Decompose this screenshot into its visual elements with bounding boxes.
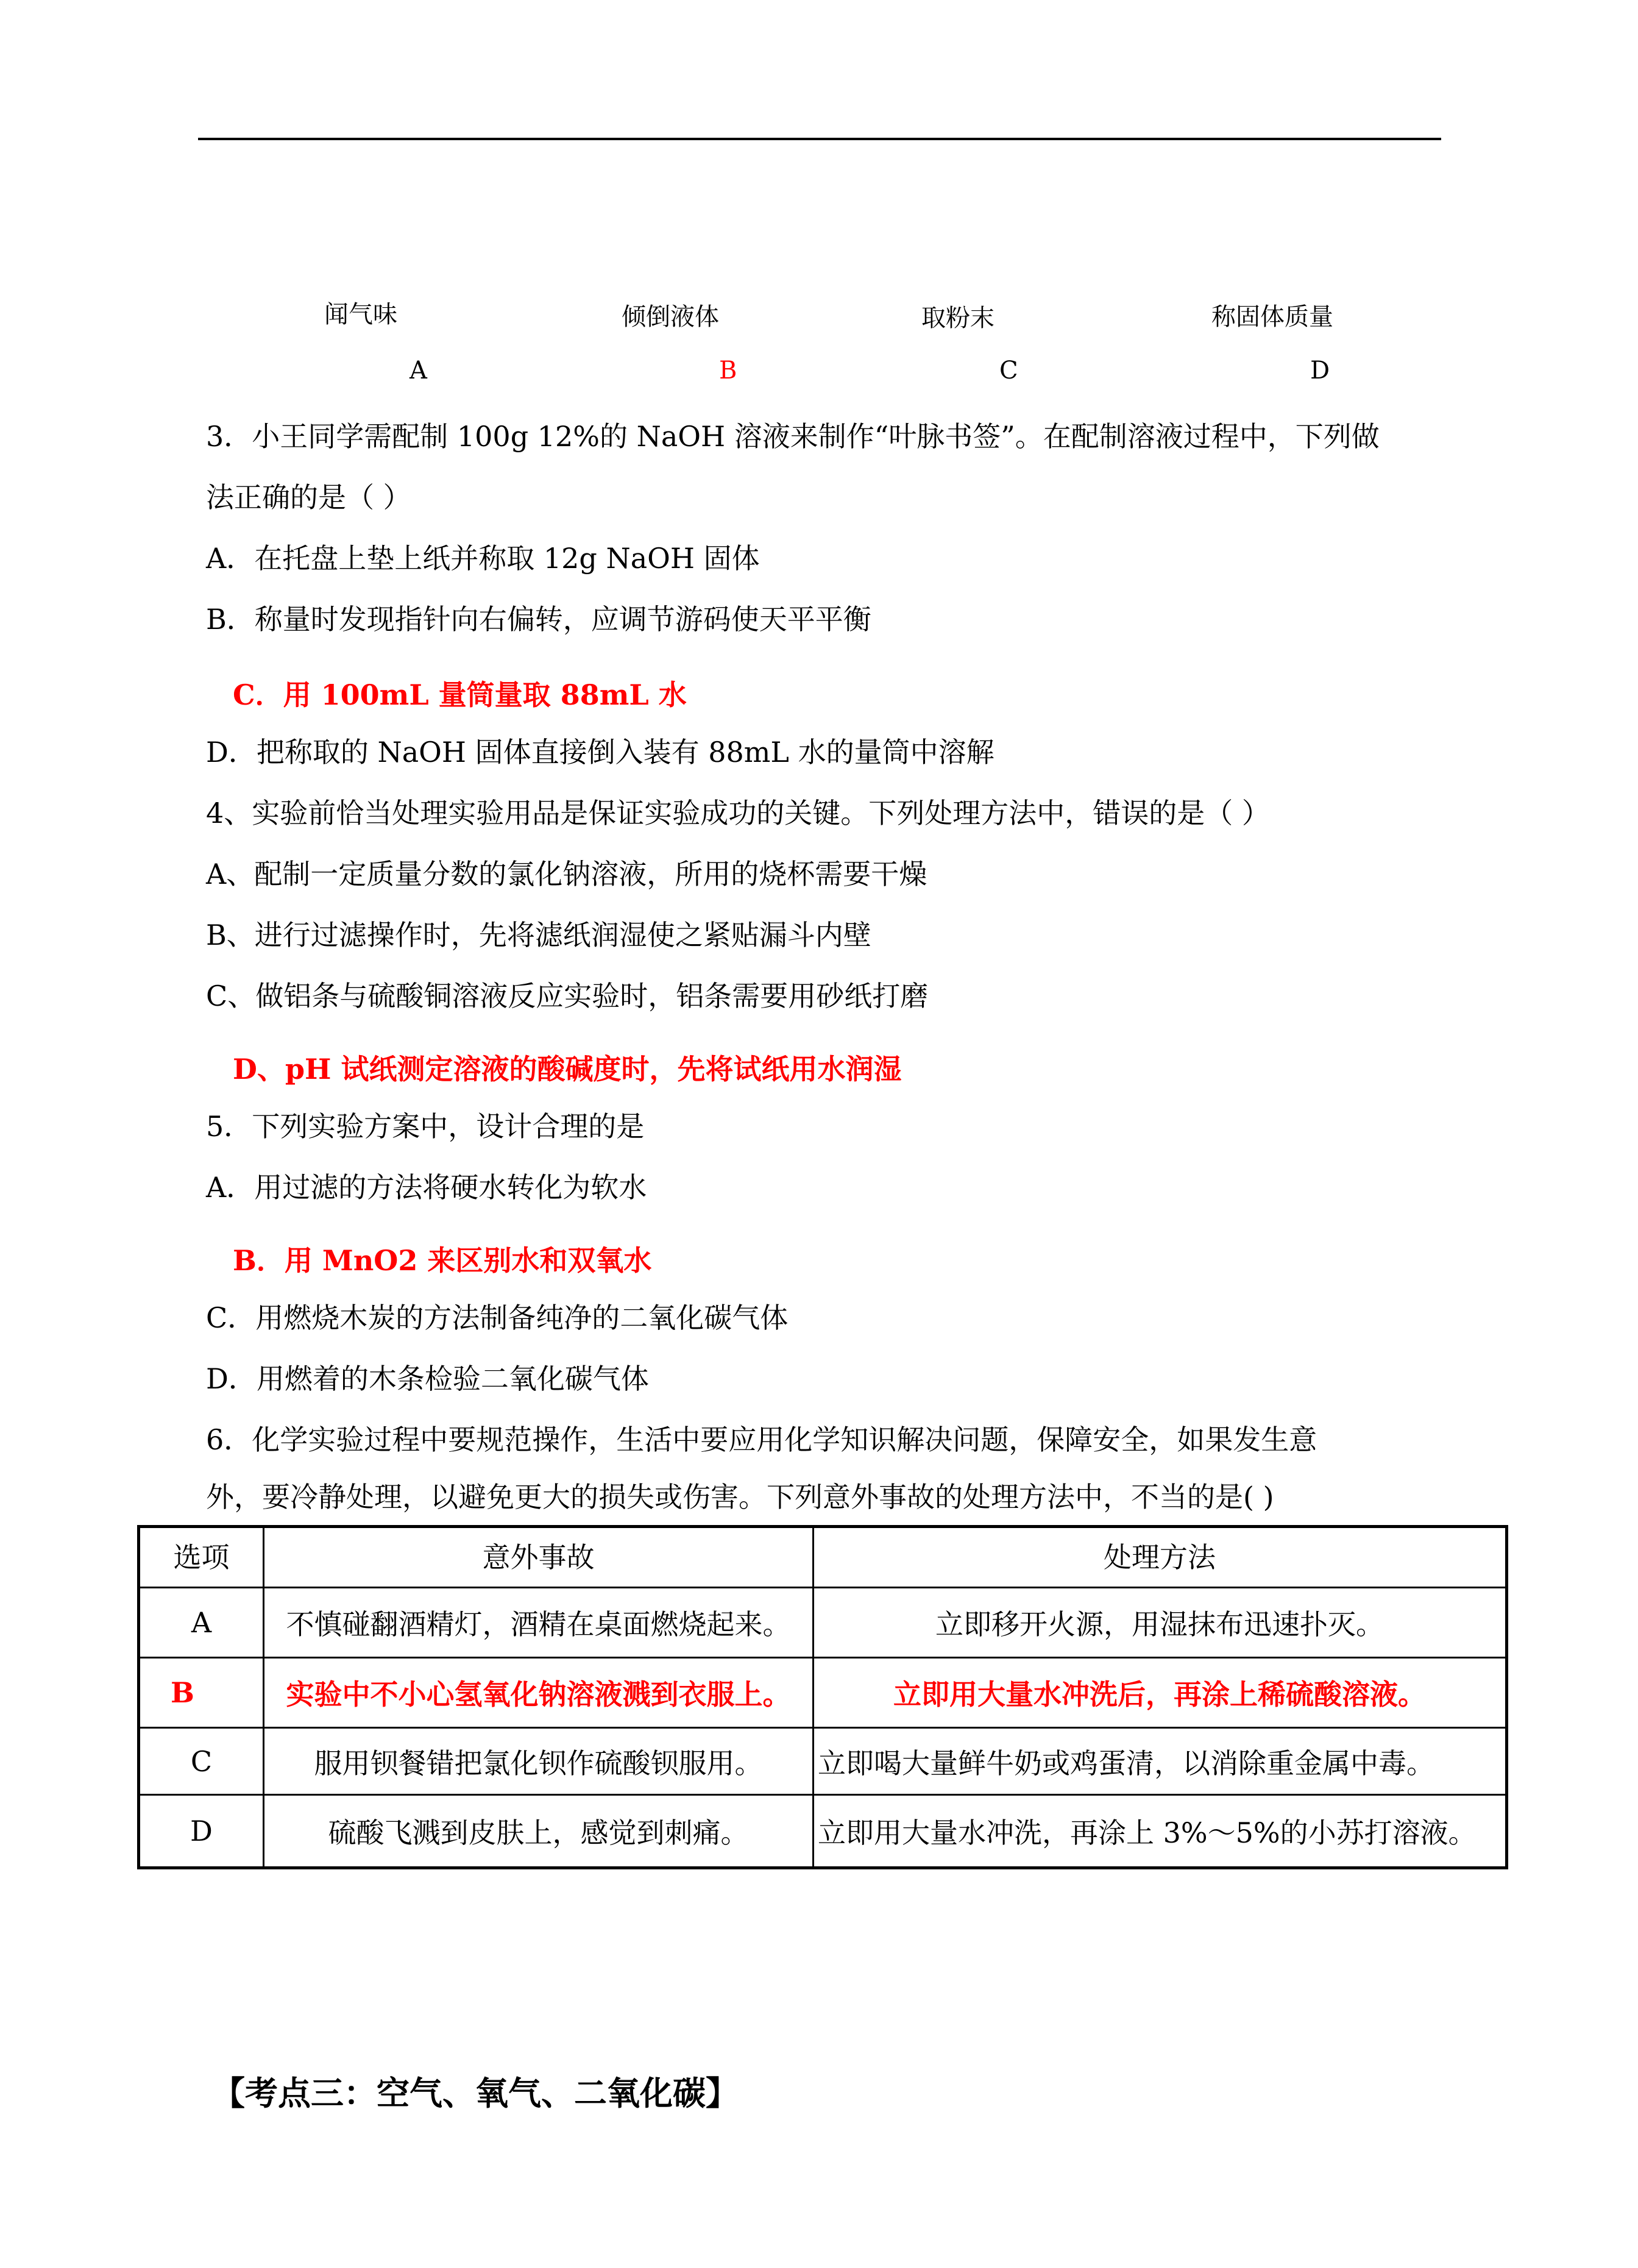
q5-option-c: C．用燃烧木炭的方法制备纯净的二氧化碳气体 bbox=[206, 1301, 789, 1334]
section-title: 【考点三：空气、氧气、二氧化碳】 bbox=[212, 2074, 739, 2113]
table-row bbox=[139, 1728, 1507, 1795]
row-option: A bbox=[139, 1588, 264, 1658]
row-method: 立即喝大量鲜牛奶或鸡蛋清，以消除重金属中毒。 bbox=[814, 1728, 1507, 1795]
header-rule bbox=[198, 138, 1441, 140]
table-header-row bbox=[139, 1527, 1507, 1588]
q3-option-a: A．在托盘上垫上纸并称取 12g NaOH 固体 bbox=[206, 542, 760, 575]
q3-stem-line1: 3．小王同学需配制 100g 12%的 NaOH 溶液来制作“叶脉书签”。在配制溶液过程中，下列做 bbox=[206, 420, 1380, 453]
row-option: B bbox=[139, 1658, 264, 1728]
row-accident: 硫酸飞溅到皮肤上，感觉到刺痛。 bbox=[264, 1795, 814, 1868]
caption-weigh-solid: 称固体质量 bbox=[1211, 303, 1333, 331]
header-method: 处理方法 bbox=[814, 1527, 1507, 1588]
q5-option-d: D．用燃着的木条检验二氧化碳气体 bbox=[206, 1362, 649, 1395]
q6-stem-line1: 6．化学实验过程中要规范操作，生活中要应用化学知识解决问题，保障安全，如果发生意 bbox=[206, 1423, 1317, 1456]
table-row-answer bbox=[139, 1658, 1507, 1728]
q4-option-d-answer: D、pH 试纸测定溶液的酸碱度时，先将试纸用水润湿 bbox=[233, 1053, 902, 1086]
header-accident: 意外事故 bbox=[264, 1527, 814, 1588]
q4-option-c: C、做铝条与硫酸铜溶液反应实验时，铝条需要用砂纸打磨 bbox=[206, 979, 929, 1012]
caption-smell: 闻气味 bbox=[324, 300, 397, 329]
image-letter-a: A bbox=[410, 357, 427, 385]
row-method: 立即用大量水冲洗后，再涂上稀硫酸溶液。 bbox=[814, 1658, 1507, 1728]
q3-option-b: B．称量时发现指针向右偏转，应调节游码使天平平衡 bbox=[206, 603, 871, 636]
row-option: D bbox=[139, 1795, 264, 1868]
q5-option-a: A．用过滤的方法将硬水转化为软水 bbox=[206, 1171, 647, 1204]
table-row bbox=[139, 1795, 1507, 1868]
q4-stem: 4、实验前恰当处理实验用品是保证实验成功的关键。下列处理方法中，错误的是（ ） bbox=[206, 797, 1270, 830]
row-accident: 实验中不小心氢氧化钠溶液溅到衣服上。 bbox=[264, 1658, 814, 1728]
image-letter-c: C bbox=[999, 357, 1018, 385]
accident-table bbox=[137, 1525, 1508, 1869]
q4-option-b: B、进行过滤操作时，先将滤纸润湿使之紧贴漏斗内壁 bbox=[206, 919, 871, 951]
row-method: 立即用大量水冲洗，再涂上 3%～5%的小苏打溶液。 bbox=[814, 1795, 1507, 1868]
q6-stem-line2: 外，要冷静处理，以避免更大的损失或伤害。下列意外事故的处理方法中，不当的是( ) bbox=[206, 1481, 1274, 1513]
q4-option-a: A、配制一定质量分数的氯化钠溶液，所用的烧杯需要干燥 bbox=[206, 858, 927, 890]
row-method: 立即移开火源，用湿抹布迅速扑灭。 bbox=[814, 1588, 1507, 1658]
row-accident: 服用钡餐错把氯化钡作硫酸钡服用。 bbox=[264, 1728, 814, 1795]
q3-option-c-answer: C．用 100mL 量筒量取 88mL 水 bbox=[233, 678, 687, 711]
q3-stem-line2: 法正确的是（ ） bbox=[206, 481, 411, 514]
caption-take-powder: 取粉末 bbox=[921, 304, 994, 332]
table-row bbox=[139, 1588, 1507, 1658]
row-accident: 不慎碰翻酒精灯，酒精在桌面燃烧起来。 bbox=[264, 1588, 814, 1658]
q5-stem: 5．下列实验方案中，设计合理的是 bbox=[206, 1110, 645, 1143]
header-option: 选项 bbox=[139, 1527, 264, 1588]
image-letter-b-answer: B bbox=[719, 357, 737, 385]
q5-option-b-answer: B．用 MnO2 来区别水和双氧水 bbox=[233, 1244, 652, 1277]
row-option: C bbox=[139, 1728, 264, 1795]
caption-pour-liquid: 倾倒液体 bbox=[622, 303, 719, 331]
image-letter-d: D bbox=[1310, 357, 1330, 385]
q3-option-d: D．把称取的 NaOH 固体直接倒入装有 88mL 水的量筒中溶解 bbox=[206, 736, 994, 769]
